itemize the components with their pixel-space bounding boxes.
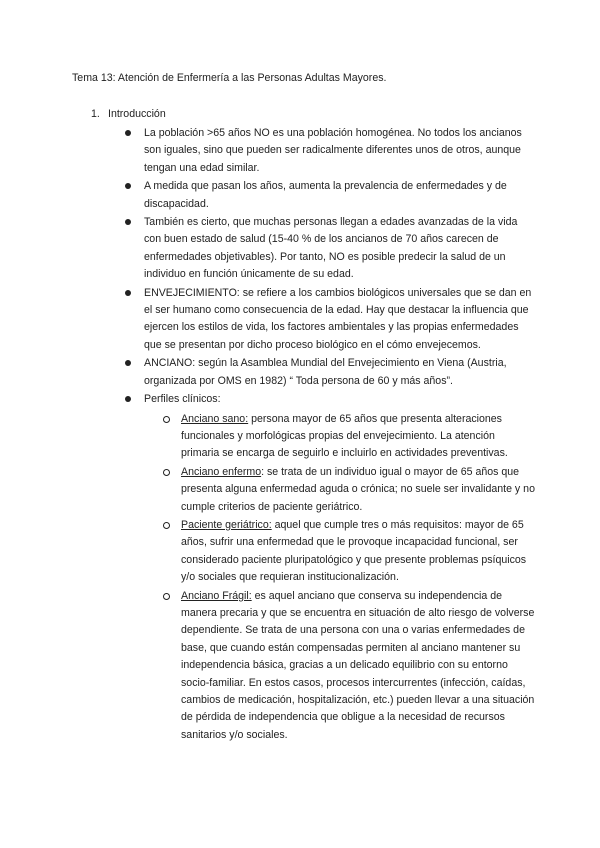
list-item-text: La población >65 años NO es una población homogénea. No todos los ancianos son iguales, sino que pueden ser radicalmente diferentes unos de otros, aunque tengan una edad similar. [144, 127, 522, 174]
list-item [91, 125, 536, 177]
profile-description: es aquel anciano que conserva su independencia de manera precaria y que se encuentra en situación de alto riesgo de volverse dependiente. Se trata de una persona con una o varias enfermedades de base, que cuando están compensadas permiten al anciano mantener su independencia básica, gracias a un delicado equilibrio con su entorno socio-familiar. En estos casos, procesos intercurrentes (infección, caídas, cambios de medicación, hospitalización, etc.) pueden llevar a una situación de pérdida de independencia que obligue a la necesidad de recursos sanitarios y/o sociales. [181, 589, 535, 741]
profile-term: Anciano enfermo [181, 465, 262, 478]
bullet-dot-icon [125, 183, 131, 189]
list-item-text: A medida que pasan los años, aumenta la prevalencia de enfermedades y de discapacidad. [144, 180, 507, 210]
list-item [91, 285, 536, 355]
bullet-circle-icon [163, 593, 170, 600]
section-heading-text: Introducción [108, 108, 166, 120]
bullet-circle-icon [163, 416, 170, 423]
list-item-text: ENVEJECIMIENTO: se refiere a los cambios biológicos universales que se dan en el ser humano como consecuencia de la edad. Hay que destacar la influencia que ejercen los estilos de vida, los factores ambientales y las propias enfermedades que se presentan por dicho proceso biológico en el cómo envejecemos. [144, 286, 532, 351]
list-item-perfiles-clinicos [91, 391, 536, 744]
bullet-dot-icon [125, 396, 131, 402]
list-item-text: ANCIANO: según la Asamblea Mundial del Envejecimiento en Viena (Austria, organizada por OMS en 1982) “ Toda persona de 60 y más años”. [144, 357, 507, 387]
profile-description: aquel que cumple tres o más requisitos: mayor de 65 años, sufrir una enfermedad que le provoque incapacidad funcional, ser considerado paciente pluripatológico y que presente problemas psíquicos y/o sociales que requieran institucionalización. [181, 518, 527, 584]
bullet-dot-icon [125, 130, 131, 136]
profiles-list [144, 411, 536, 745]
profile-item-anciano-sano [144, 411, 536, 463]
bullet-dot-icon [125, 290, 131, 296]
list-item [91, 214, 536, 284]
list-item-text: Perfiles clínicos: [144, 393, 221, 406]
profile-term: Anciano Frágil: [181, 589, 252, 602]
profile-item-anciano-enfermo [144, 464, 536, 516]
list-item [91, 355, 536, 390]
bullet-dot-icon [125, 360, 131, 366]
list-item [91, 178, 536, 213]
bullet-circle-icon [163, 469, 170, 476]
list-item-text: También es cierto, que muchas personas llegan a edades avanzadas de la vida con buen estado de salud (15-40 % de los ancianos de 70 años carecen de enfermedades objetivables). Por tanto, NO es posible predecir la salud de un individuo en función únicamente de su edad. [144, 216, 518, 281]
profile-item-paciente-geriatrico [144, 517, 536, 587]
profile-term: Paciente geriátrico: [181, 518, 272, 531]
bullet-dot-icon [125, 219, 131, 225]
section-heading [91, 106, 536, 123]
profile-description: : se trata de un individuo igual o mayor de 65 años que presenta alguna enfermedad aguda o crónica; no suele ser invalidante y no cumple criterios de paciente geriátrico. [181, 465, 535, 513]
profile-item-anciano-fragil [144, 588, 536, 745]
section-introduccion [91, 106, 536, 745]
bullet-list [91, 125, 536, 744]
page-title: Tema 13: Atención de Enfermería a las Personas Adultas Mayores. [72, 72, 387, 84]
section-number: 1. [91, 108, 100, 120]
profile-description: persona mayor de 65 años que presenta alteraciones funcionales y morfológicas propias del envejecimiento. La atención primaria se encarga de seguirlo e incluirlo en actividades preventivas. [181, 412, 508, 460]
bullet-circle-icon [163, 522, 170, 529]
profile-term: Anciano sano: [181, 412, 249, 425]
